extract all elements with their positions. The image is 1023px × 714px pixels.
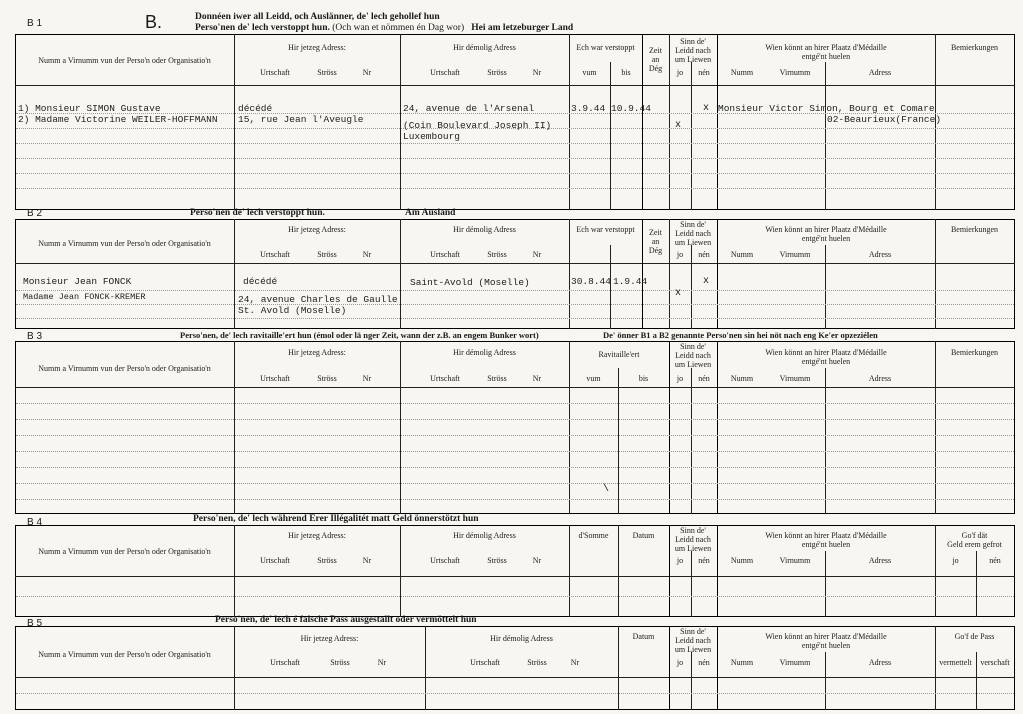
b2-urtschaft: Urtschaft bbox=[260, 250, 290, 259]
section-b5-title: Perso'nen, de' lech é falsche Pass ausgestallt oder vermöttelt hun bbox=[215, 615, 477, 625]
b1-hidden-header: Ech war verstoppt bbox=[576, 43, 635, 52]
b1-current-address-header: Hir jetzeg Adress: bbox=[288, 43, 346, 52]
b1-remarks-header: Bemierkungen bbox=[950, 43, 999, 52]
b2-mark-jo: x bbox=[675, 288, 682, 299]
b2-nen: nén bbox=[698, 250, 710, 259]
b4-sum-header: d'Somme bbox=[578, 531, 609, 540]
b1-hidden-from: 3.9.44 bbox=[571, 103, 606, 114]
b3-name-header: Numm a Virnumm vun der Perso'n oder Organisatio'n bbox=[38, 364, 211, 373]
b2-remarks-header: Bemierkungen bbox=[950, 225, 999, 234]
b2-alive-header: Sinn de' Leidd nach um Liewen bbox=[674, 220, 712, 247]
b1-nen: nén bbox=[698, 68, 710, 77]
b1-old-urtschaft: Urtschaft bbox=[430, 68, 460, 77]
b2-hidden-header: Ech war verstoppt bbox=[576, 225, 635, 234]
b1-hidden-to: 10.9.44 bbox=[611, 103, 651, 114]
b1-vum: vum bbox=[582, 68, 597, 77]
b3-numm: Numm bbox=[730, 374, 754, 383]
b1-former-address-header: Hir démolig Adress bbox=[453, 43, 516, 52]
b1-old-nr: Nr bbox=[532, 68, 542, 77]
section-b2-label: B 2 bbox=[27, 208, 43, 219]
section-b3-label: B 3 bbox=[27, 331, 43, 342]
b4-money-returned-header: Go'f dät Geld erem gefrot bbox=[947, 531, 1002, 549]
section-b3-title: Perso'nen, de' lech ravitaille'ert hun (émol oder lä nger Zeit, wann der z.B. an engem Bunker wort) bbox=[180, 330, 539, 340]
b4-virnumm: Virnumm bbox=[779, 556, 811, 565]
b1-numm: Numm bbox=[730, 68, 754, 77]
b1-alive-header: Sinn de' Leidd nach um Liewen bbox=[674, 37, 712, 64]
b4-gof-jo: jo bbox=[952, 556, 959, 565]
b2-old-stross: Ströss bbox=[487, 250, 507, 259]
b3-old-urtschaft: Urtschaft bbox=[430, 374, 460, 383]
b4-adress: Adress bbox=[868, 556, 892, 565]
b4-old-stross: Ströss bbox=[487, 556, 507, 565]
b4-stross: Ströss bbox=[317, 556, 337, 565]
b1-old-stross: Ströss bbox=[487, 68, 507, 77]
b4-gof-nen: nén bbox=[989, 556, 1001, 565]
section-big-letter: B. bbox=[145, 12, 163, 32]
b2-adress: Adress bbox=[868, 250, 892, 259]
b2-medal-header: Wien könnt an hirer Plaatz d'Médaille entgé'nt huelen bbox=[765, 225, 887, 243]
b3-bis: bis bbox=[638, 374, 649, 383]
b4-former-address-header: Hir démolig Adress bbox=[453, 531, 516, 540]
b3-nen: nén bbox=[698, 374, 710, 383]
b2-jo: jo bbox=[676, 250, 684, 259]
b5-verschaft: verschaft bbox=[980, 658, 1010, 667]
b3-remarks-header: Bemierkungen bbox=[950, 348, 999, 357]
b3-ravitaille-header: Ravitaille'ert bbox=[598, 350, 640, 359]
b2-former-address-header: Hir démolig Adress bbox=[453, 225, 516, 234]
b5-old-urtschaft: Urtschaft bbox=[470, 658, 500, 667]
b2-mark-nen: x bbox=[703, 276, 710, 287]
b3-adress: Adress bbox=[868, 374, 892, 383]
b2-old-urtschaft: Urtschaft bbox=[430, 250, 460, 259]
section-b5-label: B 5 bbox=[27, 618, 43, 629]
b1-virnumm: Virnumm bbox=[779, 68, 811, 77]
b2-former-1: Saint-Avold (Moselle) bbox=[410, 277, 530, 288]
b4-urtschaft: Urtschaft bbox=[260, 556, 290, 565]
b4-alive-header: Sinn de' Leidd nach um Liewen bbox=[674, 526, 712, 553]
b1-current-2: 15, rue Jean l'Aveugle bbox=[238, 114, 364, 125]
b1-mark-nen: x bbox=[703, 103, 710, 114]
b2-person-2: Madame Jean FONCK-KREMER bbox=[23, 292, 146, 302]
b1-person-2: 2) Madame Victorine WEILER-HOFFMANN bbox=[18, 114, 218, 125]
b2-current-1: décédé bbox=[243, 276, 278, 287]
b5-urtschaft: Urtschaft bbox=[270, 658, 300, 667]
b1-urtschaft: Urtschaft bbox=[260, 68, 290, 77]
b3-old-nr: Nr bbox=[532, 374, 542, 383]
b5-jo: jo bbox=[676, 658, 684, 667]
b5-name-header: Numm a Virnumm vun der Perso'n oder Organisatio'n bbox=[38, 650, 211, 659]
b1-claimant-1: Monsieur Victor Simon, Bourg et Comare bbox=[718, 103, 935, 114]
b1-zeit-header: Zeit an Dég bbox=[648, 46, 663, 73]
section-b4-title: Perso'nen, de' lech während Erer Illégalitét matt Geld önnerstötzt hun bbox=[193, 514, 479, 524]
b1-nr: Nr bbox=[362, 68, 372, 77]
b3-vum: vum bbox=[586, 374, 601, 383]
b5-former-address-header: Hir démolig Adress bbox=[490, 634, 553, 643]
b2-virnumm: Virnumm bbox=[779, 250, 811, 259]
b1-current-1: décédé bbox=[238, 103, 273, 114]
b5-date-header: Datum bbox=[632, 632, 655, 641]
b2-current-address-header: Hir jetzeg Adress: bbox=[288, 225, 346, 234]
b2-hidden-from: 30.8.44 bbox=[571, 276, 611, 287]
b1-former-2: (Coin Boulevard Joseph II) bbox=[403, 120, 552, 131]
b1-person-1: 1) Monsieur SIMON Gustave bbox=[18, 103, 161, 114]
b4-old-urtschaft: Urtschaft bbox=[430, 556, 460, 565]
section-b3-title2: De' önner B1 a B2 genannte Perso'nen sin hei nöt nach eng Ke'er opzeziélen bbox=[603, 330, 878, 340]
b5-nr: Nr bbox=[377, 658, 387, 667]
b2-current-2: 24, avenue Charles de Gaulle bbox=[238, 294, 398, 305]
b3-stross: Ströss bbox=[317, 374, 337, 383]
b4-name-header: Numm a Virnumm vun der Perso'n oder Organisatio'n bbox=[38, 547, 211, 556]
b2-numm: Numm bbox=[730, 250, 754, 259]
b1-stross: Ströss bbox=[317, 68, 337, 77]
b5-nen: nén bbox=[698, 658, 710, 667]
b2-name-header: Numm a Virnumm vun der Perso'n oder Organisatio'n bbox=[38, 239, 211, 248]
b5-current-address-header: Hir jetzeg Adress: bbox=[300, 634, 359, 643]
section-b2-title: Perso'nen de' lech verstoppt hun. bbox=[190, 208, 325, 218]
b4-date-header: Datum bbox=[632, 531, 655, 540]
form-page bbox=[15, 10, 1015, 710]
b4-medal-header: Wien könnt an hirer Plaatz d'Médaille entgé'nt huelen bbox=[765, 531, 887, 549]
b5-virnumm: Virnumm bbox=[779, 658, 811, 667]
b2-person-1: Monsieur Jean FONCK bbox=[23, 276, 132, 287]
b1-former-1: 24, avenue de l'Arsenal bbox=[403, 103, 535, 114]
b4-nr: Nr bbox=[362, 556, 372, 565]
b5-pass-header: Go'f de Pass bbox=[954, 632, 995, 641]
section-b4-label: B 4 bbox=[27, 517, 43, 528]
section-b1-label: B 1 bbox=[27, 18, 43, 29]
form-title-line1: Donnéen iwer all Leidd, och Auslänner, de' lech gehollef hun bbox=[195, 12, 440, 22]
b4-old-nr: Nr bbox=[532, 556, 542, 565]
section-b2-title2: Am Ausland bbox=[405, 208, 456, 218]
b1-adress: Adress bbox=[868, 68, 892, 77]
b5-alive-header: Sinn de' Leidd nach um Liewen bbox=[674, 627, 712, 654]
b4-jo: jo bbox=[676, 556, 684, 565]
b4-nen: nén bbox=[698, 556, 710, 565]
b2-old-nr: Nr bbox=[532, 250, 542, 259]
b5-old-stross: Ströss bbox=[527, 658, 547, 667]
b4-numm: Numm bbox=[730, 556, 754, 565]
b3-jo: jo bbox=[676, 374, 684, 383]
b5-medal-header: Wien könnt an hirer Plaatz d'Médaille entgé'nt huelen bbox=[765, 632, 887, 650]
b5-numm: Numm bbox=[730, 658, 754, 667]
b2-current-3: St. Avold (Moselle) bbox=[238, 305, 347, 316]
b2-hidden-to: 1.9.44 bbox=[613, 276, 648, 287]
form-title-line2: Perso'nen de' lech verstoppt hun. (Och wan et nömmen én Dag wor) Hei am letzeburger Land bbox=[195, 23, 574, 33]
b3-medal-header: Wien könnt an hirer Plaatz d'Médaille entgé'nt huelen bbox=[765, 348, 887, 366]
b1-name-header: Numm a Virnumm vun der Perso'n oder Organisatio'n bbox=[38, 56, 211, 65]
b5-vermettelt: vermettelt bbox=[939, 658, 972, 667]
b3-old-stross: Ströss bbox=[487, 374, 507, 383]
b3-stray-mark: \ bbox=[603, 484, 610, 495]
b3-current-address-header: Hir jetzeg Adress: bbox=[288, 348, 346, 357]
b3-nr: Nr bbox=[362, 374, 372, 383]
b5-old-nr: Nr bbox=[570, 658, 580, 667]
b5-adress: Adress bbox=[868, 658, 892, 667]
b3-former-address-header: Hir démolig Adress bbox=[453, 348, 516, 357]
b1-bis: bis bbox=[621, 68, 631, 77]
b2-zeit-header: Zeit an Dég bbox=[648, 228, 663, 255]
b2-stross: Ströss bbox=[317, 250, 337, 259]
b1-claimant-2: 02-Beaurieux(France) bbox=[827, 114, 942, 125]
b5-stross: Ströss bbox=[330, 658, 350, 667]
b1-medal-header: Wien könnt an hirer Plaatz d'Médaille entgé'nt huelen bbox=[765, 43, 887, 61]
b2-nr: Nr bbox=[362, 250, 372, 259]
b1-former-3: Luxembourg bbox=[403, 131, 461, 142]
b3-alive-header: Sinn de' Leidd nach um Liewen bbox=[674, 342, 712, 369]
b1-mark-jo: x bbox=[675, 120, 682, 131]
b4-current-address-header: Hir jetzeg Adress: bbox=[288, 531, 346, 540]
b1-jo: jo bbox=[676, 68, 684, 77]
b3-virnumm: Virnumm bbox=[779, 374, 811, 383]
b3-urtschaft: Urtschaft bbox=[260, 374, 290, 383]
